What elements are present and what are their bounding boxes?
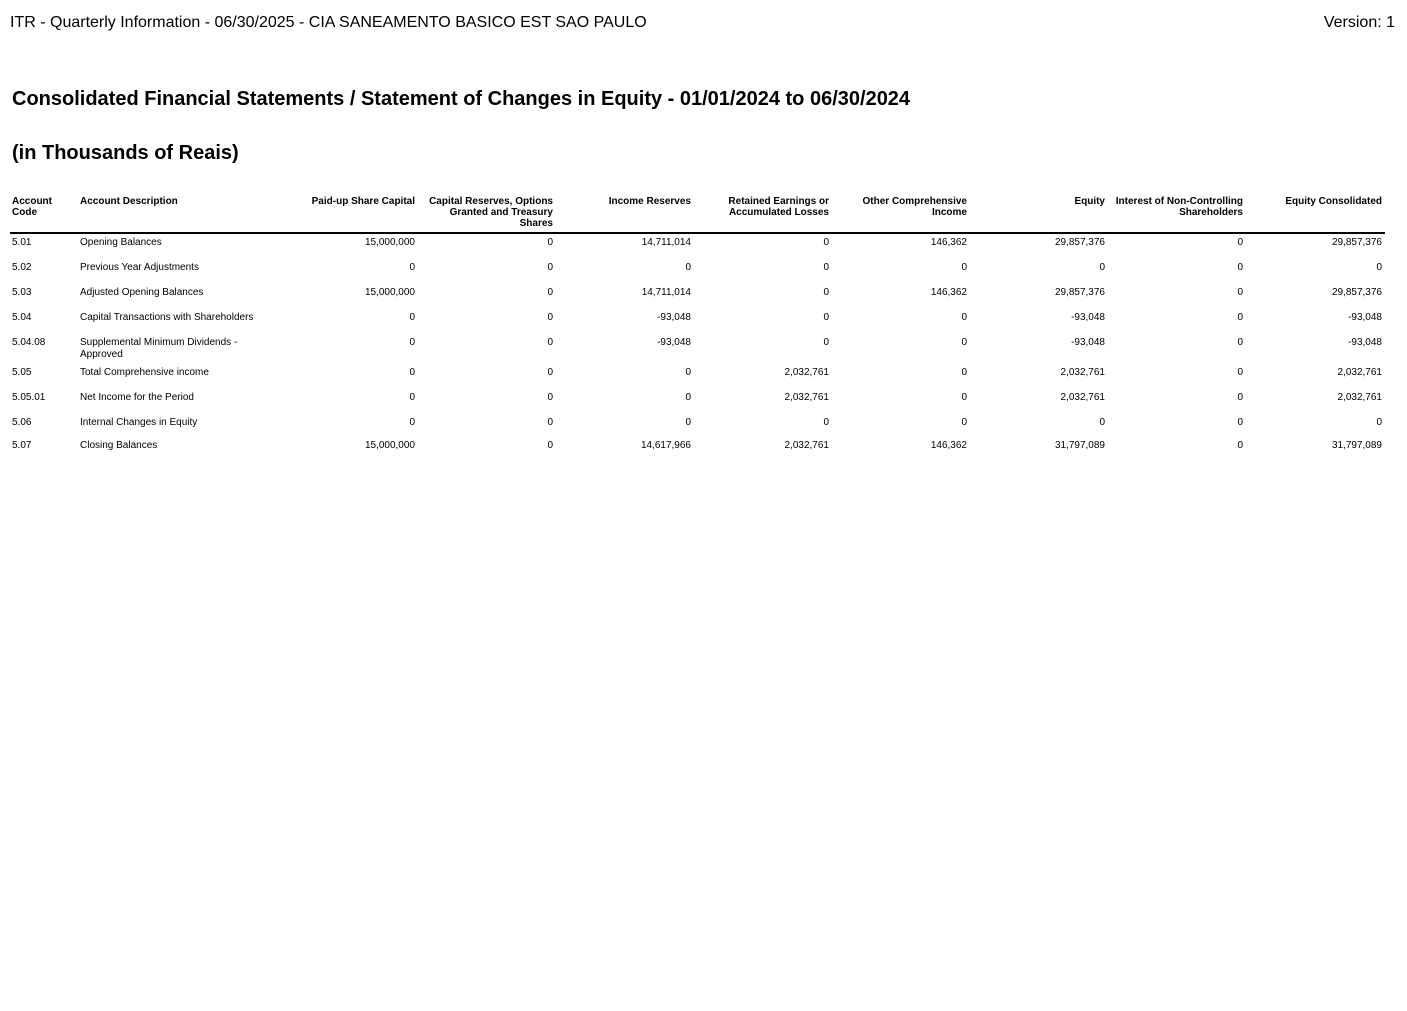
table-row [10, 309, 1385, 334]
capital-reserves-value: 0 [547, 440, 553, 451]
account-description: Adjusted Opening Balances [80, 287, 204, 298]
paid-up-share-capital-value: 15,000,000 [364, 237, 415, 248]
capital-reserves-value: 0 [547, 417, 553, 428]
retained-earnings-value: 0 [823, 237, 829, 248]
equity-value: 2,032,761 [1060, 392, 1105, 403]
non-controlling-interest-value: 0 [1237, 440, 1243, 451]
other-comprehensive-income-value: 0 [961, 417, 967, 428]
equity-consolidated-value: 2,032,761 [1337, 392, 1382, 403]
account-description: Capital Transactions with Shareholders [80, 312, 254, 323]
document-title: ITR - Quarterly Information - 06/30/2025 - CIA SANEAMENTO BASICO EST SAO PAULO [10, 14, 647, 31]
paid-up-share-capital-value: 15,000,000 [364, 440, 415, 451]
income-reserves-value: -93,048 [657, 312, 691, 323]
other-comprehensive-income-value: 146,362 [930, 440, 967, 451]
account-code: 5.04 [12, 312, 32, 323]
income-reserves-value: 0 [685, 262, 691, 273]
equity-consolidated-value: 29,857,376 [1331, 237, 1382, 248]
equity-value: -93,048 [1071, 312, 1105, 323]
col-header-retained-earnings: Retained Earnings or Accumulated Losses [694, 194, 832, 233]
capital-reserves-value: 0 [547, 237, 553, 248]
paid-up-share-capital-value: 0 [409, 262, 415, 273]
paid-up-share-capital-value: 15,000,000 [364, 287, 415, 298]
col-header-income-reserves: Income Reserves [556, 194, 694, 233]
equity-value: -93,048 [1071, 337, 1105, 348]
col-header-account-code: Account Code [10, 194, 78, 233]
equity-consolidated-value: 31,797,089 [1331, 440, 1382, 451]
account-description: Supplemental Minimum Dividends - Approved [80, 337, 238, 360]
retained-earnings-value: 0 [823, 262, 829, 273]
income-reserves-value: 14,711,014 [641, 237, 691, 248]
other-comprehensive-income-value: 0 [961, 367, 967, 378]
equity-consolidated-value: 29,857,376 [1331, 287, 1382, 298]
account-code: 5.03 [12, 287, 32, 298]
other-comprehensive-income-value: 0 [961, 262, 967, 273]
capital-reserves-value: 0 [547, 392, 553, 403]
table-row [10, 259, 1385, 284]
col-header-non-controlling-interest: Interest of Non-Controlling Shareholders [1108, 194, 1246, 233]
other-comprehensive-income-value: 0 [961, 337, 967, 348]
non-controlling-interest-value: 0 [1237, 367, 1243, 378]
equity-value: 0 [1099, 262, 1105, 273]
account-code: 5.06 [12, 417, 32, 428]
equity-value: 0 [1099, 417, 1105, 428]
col-header-account-description: Account Description [78, 194, 308, 233]
account-code: 5.01 [12, 237, 32, 248]
equity-table [10, 194, 1385, 462]
income-reserves-value: -93,048 [657, 337, 691, 348]
account-description: Total Comprehensive income [80, 367, 209, 378]
paid-up-share-capital-value: 0 [409, 392, 415, 403]
col-header-capital-reserves: Capital Reserves, Options Granted and Treasury Shares [418, 194, 556, 233]
report-header [10, 14, 1395, 34]
equity-consolidated-value: 0 [1376, 262, 1382, 273]
col-header-other-comprehensive-income: Other Comprehensive Income [832, 194, 970, 233]
table-row [10, 437, 1385, 462]
capital-reserves-value: 0 [547, 312, 553, 323]
table-header-row [10, 194, 1385, 233]
retained-earnings-value: 0 [823, 287, 829, 298]
other-comprehensive-income-value: 146,362 [930, 287, 967, 298]
table-row [10, 389, 1385, 414]
account-code: 5.02 [12, 262, 32, 273]
retained-earnings-value: 0 [823, 312, 829, 323]
non-controlling-interest-value: 0 [1237, 312, 1243, 323]
col-header-paid-up-share-capital: Paid-up Share Capital [308, 194, 418, 233]
capital-reserves-value: 0 [547, 367, 553, 378]
retained-earnings-value: 2,032,761 [784, 392, 829, 403]
table-row [10, 334, 1385, 364]
non-controlling-interest-value: 0 [1237, 237, 1243, 248]
account-description: Internal Changes in Equity [80, 417, 198, 428]
capital-reserves-value: 0 [547, 262, 553, 273]
other-comprehensive-income-value: 0 [961, 312, 967, 323]
paid-up-share-capital-value: 0 [409, 312, 415, 323]
table-row [10, 364, 1385, 389]
account-code: 5.05.01 [12, 392, 46, 403]
col-header-equity: Equity [970, 194, 1108, 233]
table-row [10, 414, 1385, 437]
non-controlling-interest-value: 0 [1237, 392, 1243, 403]
equity-value: 2,032,761 [1060, 367, 1105, 378]
equity-value: 29,857,376 [1054, 287, 1105, 298]
account-description: Previous Year Adjustments [80, 262, 199, 273]
table-row [10, 284, 1385, 309]
capital-reserves-value: 0 [547, 337, 553, 348]
retained-earnings-value: 2,032,761 [784, 440, 829, 451]
other-comprehensive-income-value: 146,362 [930, 237, 967, 248]
account-code: 5.07 [12, 440, 32, 451]
non-controlling-interest-value: 0 [1237, 287, 1243, 298]
non-controlling-interest-value: 0 [1237, 417, 1243, 428]
account-code: 5.04.08 [12, 337, 46, 348]
equity-consolidated-value: -93,048 [1348, 337, 1382, 348]
paid-up-share-capital-value: 0 [409, 367, 415, 378]
account-description: Opening Balances [80, 237, 162, 248]
income-reserves-value: 0 [685, 392, 691, 403]
table-row [10, 233, 1385, 259]
non-controlling-interest-value: 0 [1237, 337, 1243, 348]
paid-up-share-capital-value: 0 [409, 417, 415, 428]
income-reserves-value: 14,617,966 [640, 440, 691, 451]
account-description: Net Income for the Period [80, 392, 194, 403]
income-reserves-value: 0 [685, 417, 691, 428]
equity-value: 29,857,376 [1054, 237, 1105, 248]
income-reserves-value: 0 [685, 367, 691, 378]
income-reserves-value: 14,711,014 [641, 287, 691, 298]
paid-up-share-capital-value: 0 [409, 337, 415, 348]
retained-earnings-value: 2,032,761 [784, 367, 829, 378]
equity-consolidated-value: 2,032,761 [1337, 367, 1382, 378]
equity-value: 31,797,089 [1054, 440, 1105, 451]
equity-consolidated-value: 0 [1376, 417, 1382, 428]
col-header-equity-consolidated: Equity Consolidated [1246, 194, 1385, 233]
equity-consolidated-value: -93,048 [1348, 312, 1382, 323]
retained-earnings-value: 0 [823, 417, 829, 428]
account-code: 5.05 [12, 367, 32, 378]
retained-earnings-value: 0 [823, 337, 829, 348]
non-controlling-interest-value: 0 [1237, 262, 1243, 273]
version-label: Version: 1 [1323, 14, 1395, 31]
page-title: Consolidated Financial Statements / Statement of Changes in Equity - 01/01/2024 to 06/30/2024 [12, 88, 911, 110]
page-subtitle: (in Thousands of Reais) [12, 142, 239, 164]
account-description: Closing Balances [80, 440, 158, 451]
capital-reserves-value: 0 [547, 287, 553, 298]
other-comprehensive-income-value: 0 [961, 392, 967, 403]
